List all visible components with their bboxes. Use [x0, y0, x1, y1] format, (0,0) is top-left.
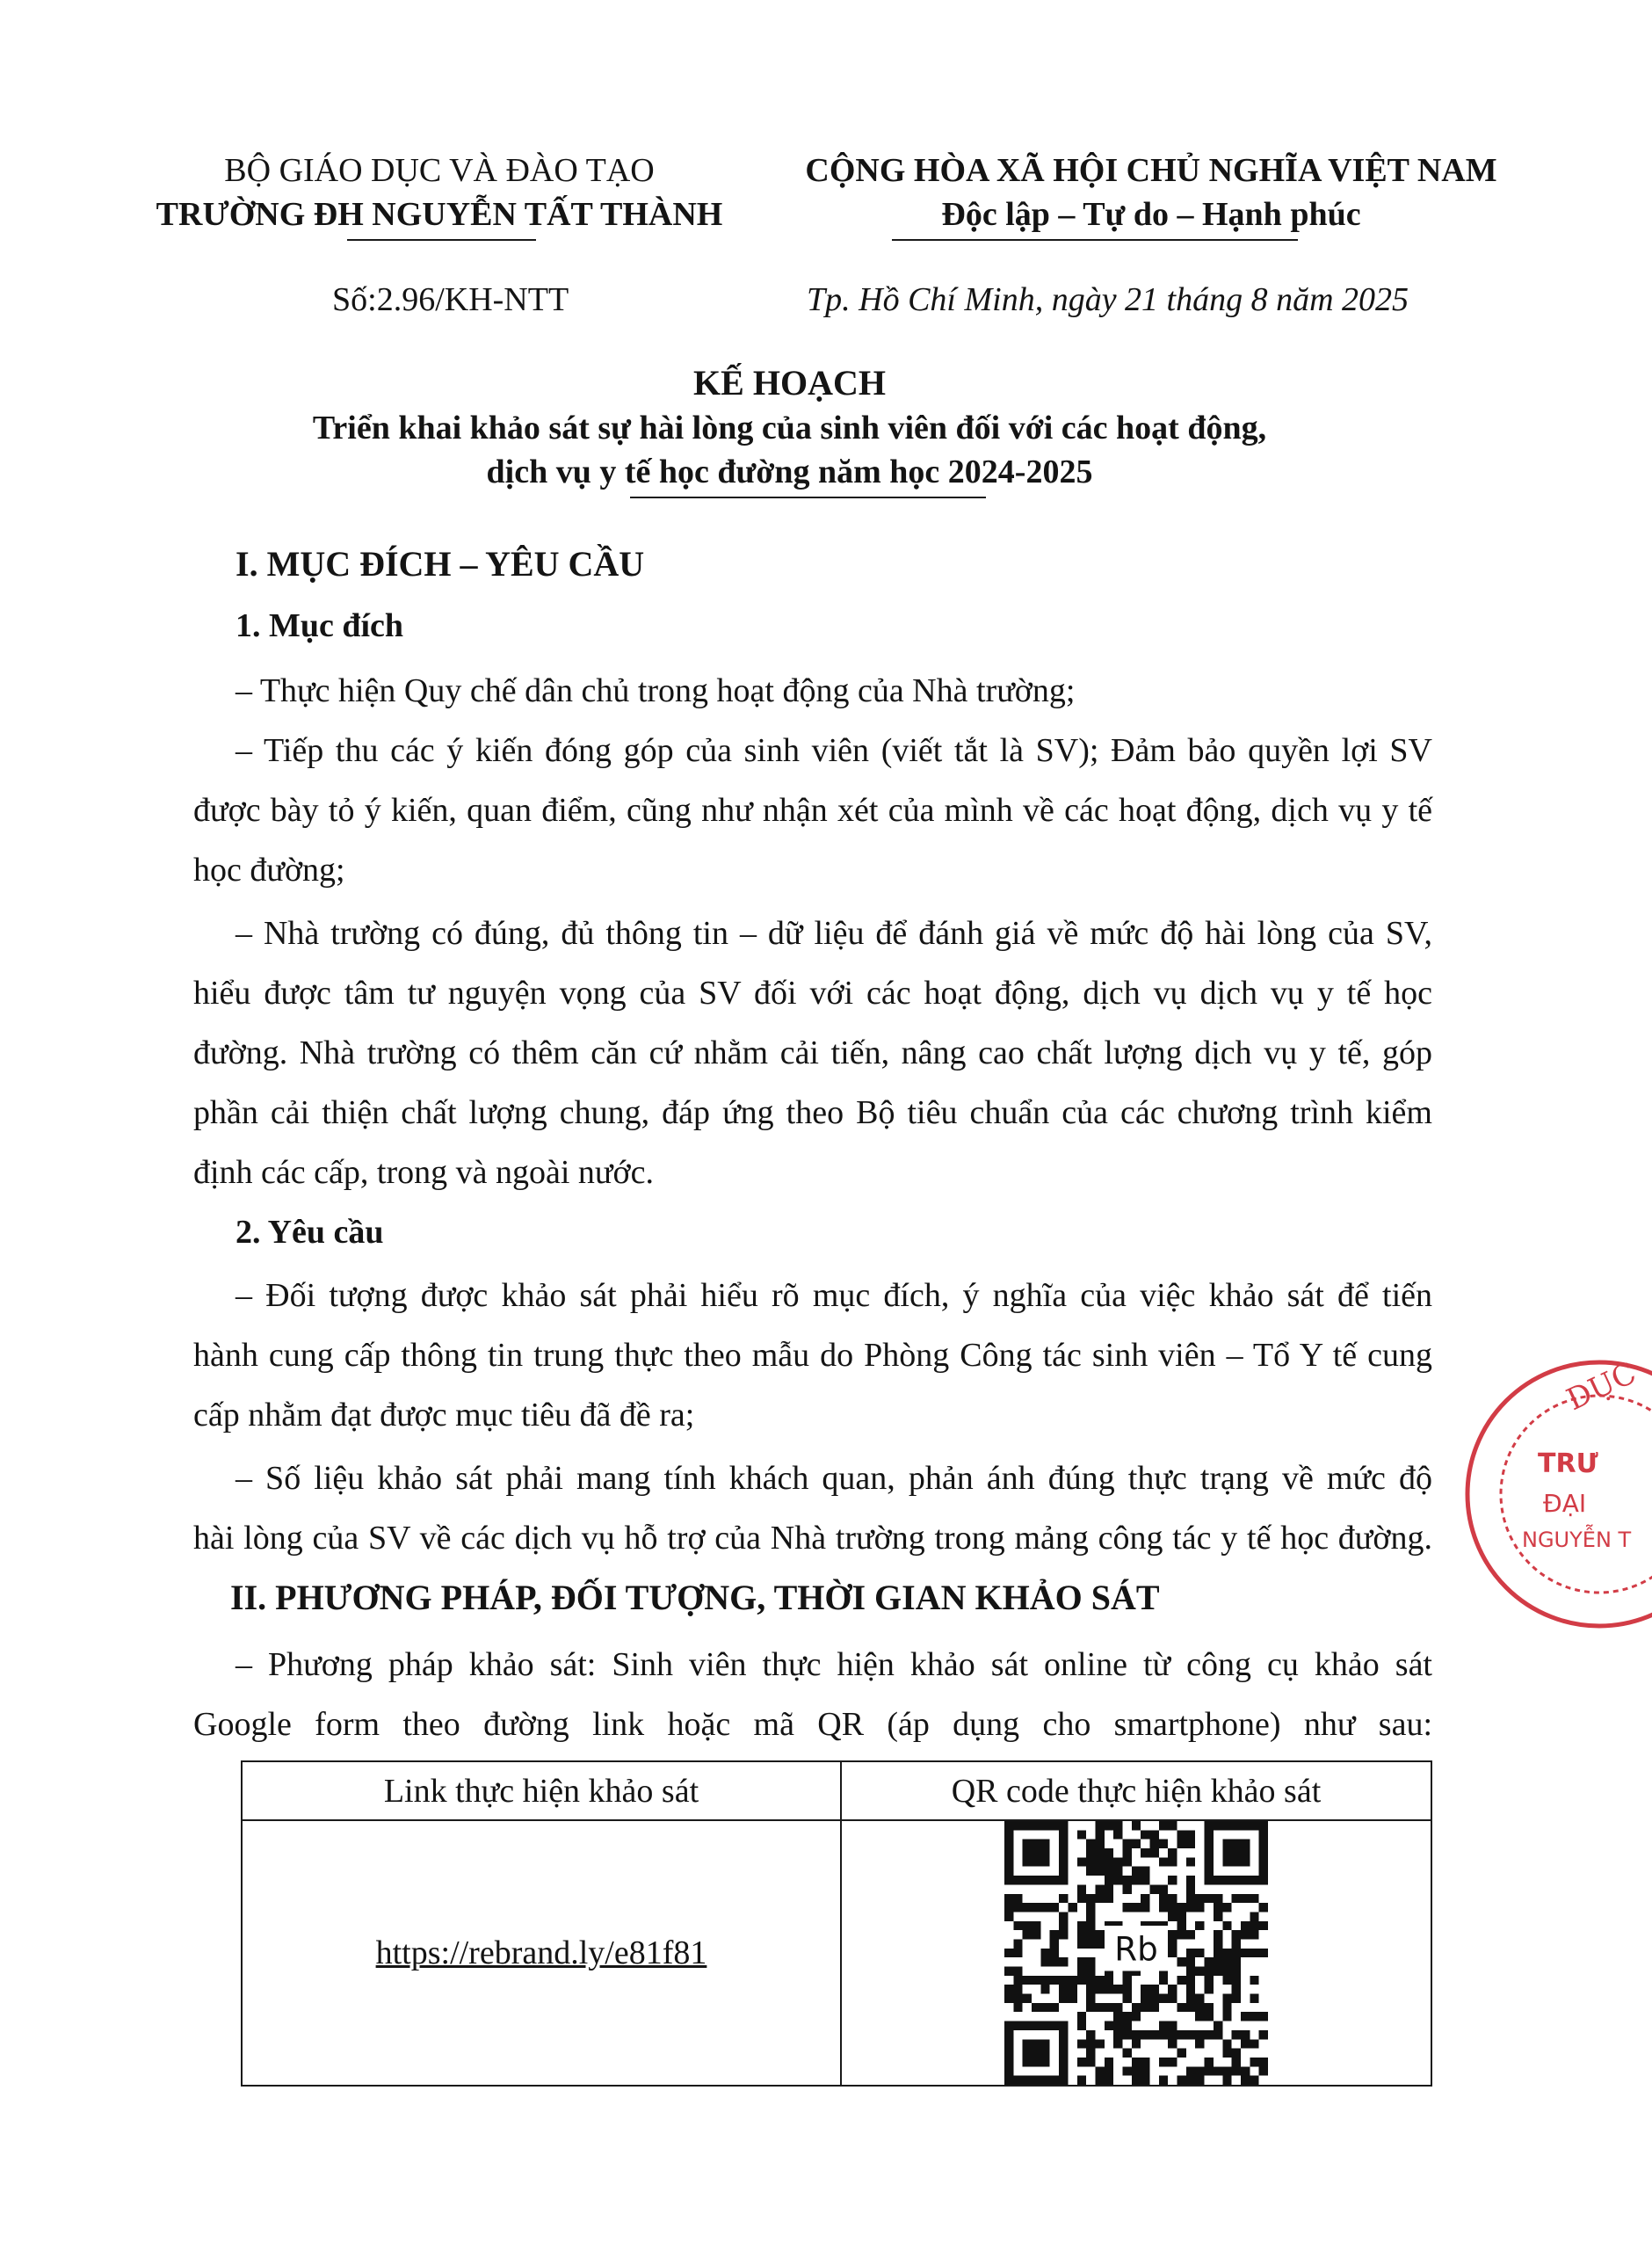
- nation-name: CỘNG HÒA XÃ HỘI CHỦ NGHĨA VIỆT NAM: [805, 152, 1497, 189]
- table-header-row: [242, 1761, 1431, 1820]
- paragraph-line: – Thực hiện Quy chế dân chủ trong hoạt động của Nhà trường;: [235, 672, 1076, 709]
- paragraph-line: được bày tỏ ý kiến, quan điểm, cũng như nhận xét của mình về các hoạt động, dịch vụ y tế: [193, 792, 1432, 829]
- section-1-heading: I. MỤC ĐÍCH – YÊU CẦU: [235, 544, 645, 584]
- paragraph-line: học đường;: [193, 852, 345, 889]
- document-title: KẾ HOẠCH: [693, 363, 886, 403]
- survey-table: [241, 1760, 1432, 2087]
- paragraph-3: [193, 904, 1432, 1202]
- paragraph-4: [193, 1266, 1432, 1445]
- paragraph-1: [235, 661, 1431, 721]
- paragraph-2: [193, 721, 1432, 900]
- survey-link[interactable]: https://rebrand.ly/e81f81: [375, 1934, 707, 1971]
- paragraph-line: phần cải thiện chất lượng chung, đáp ứng theo Bộ tiêu chuẩn của các chương trình kiểm: [193, 1094, 1432, 1131]
- section-1-2-heading: 2. Yêu cầu: [235, 1214, 384, 1251]
- paragraph-line: hiểu được tâm tư nguyện vọng của SV đối với các hoạt động, dịch vụ dịch vụ y tế học: [193, 975, 1432, 1012]
- stamp-text-3: NGUYỄN T: [1522, 1528, 1632, 1552]
- right-header-underline: [892, 239, 1298, 241]
- document-subtitle-line1: Triển khai khảo sát sự hài lòng của sinh viên đối với các hoạt động,: [312, 410, 1267, 446]
- qr-code-icon[interactable]: [1004, 1821, 1268, 2085]
- paragraph-line: hành cung cấp thông tin trung thực theo mẫu do Phòng Công tác sinh viên – Tổ Y tế cung: [193, 1337, 1432, 1374]
- section-1-1-heading: 1. Mục đích: [235, 607, 404, 644]
- paragraph-line: Google form theo đường link hoặc mã QR (áp dụng cho smartphone) như sau:: [193, 1706, 1432, 1743]
- paragraph-6: [193, 1635, 1432, 1754]
- section-2-heading: II. PHƯƠNG PHÁP, ĐỐI TƯỢNG, THỜI GIAN KHẢO SÁT: [230, 1578, 1160, 1617]
- document-subtitle-line2: dịch vụ y tế học đường năm học 2024-2025: [486, 454, 1093, 490]
- stamp-text-1: TRƯ: [1538, 1448, 1598, 1479]
- ministry-name: BỘ GIÁO DỤC VÀ ĐÀO TẠO: [224, 152, 655, 189]
- stamp-text-2: ĐẠI: [1543, 1489, 1587, 1518]
- table-header-qr: QR code thực hiện khảo sát: [841, 1761, 1431, 1820]
- paragraph-line: – Đối tượng được khảo sát phải hiểu rõ mục đích, ý nghĩa của việc khảo sát để tiến: [235, 1277, 1432, 1314]
- survey-link-cell: [242, 1820, 841, 2086]
- paragraph-line: – Nhà trường có đúng, đủ thông tin – dữ liệu để đánh giá về mức độ hài lòng của SV,: [235, 915, 1432, 952]
- stamp-text-top: DỤC: [1561, 1355, 1642, 1419]
- document-date: Tp. Hồ Chí Minh, ngày 21 tháng 8 năm 2025: [807, 281, 1409, 318]
- nation-motto: Độc lập – Tự do – Hạnh phúc: [941, 196, 1361, 233]
- paragraph-line: đường. Nhà trường có thêm căn cứ nhằm cải tiến, nâng cao chất lượng dịch vụ y tế, góp: [193, 1034, 1432, 1071]
- stamp-seal-icon: [1424, 1349, 1652, 1639]
- paragraph-line: hài lòng của SV về các dịch vụ hỗ trợ của Nhà trường trong mảng công tác y tế học đường.: [193, 1520, 1432, 1557]
- paragraph-line: – Số liệu khảo sát phải mang tính khách quan, phản ánh đúng thực trạng về mức độ: [235, 1460, 1432, 1497]
- qr-code-cell: [841, 1820, 1431, 2086]
- paragraph-line: định các cấp, trong và ngoài nước.: [193, 1154, 654, 1191]
- left-header-underline: [347, 239, 536, 241]
- qr-logo-text: Rb: [1114, 1929, 1158, 1969]
- table-row: [242, 1820, 1431, 2086]
- title-underline: [630, 497, 986, 498]
- university-name: TRƯỜNG ĐH NGUYỄN TẤT THÀNH: [156, 196, 723, 233]
- paragraph-line: – Tiếp thu các ý kiến đóng góp của sinh viên (viết tắt là SV); Đảm bảo quyền lợi SV: [235, 732, 1432, 769]
- document-number: Số:2.96/KH-NTT: [332, 281, 569, 318]
- official-stamp: [1424, 1349, 1652, 1639]
- paragraph-line: cấp nhằm đạt được mục tiêu đã đề ra;: [193, 1397, 695, 1433]
- table-header-link: Link thực hiện khảo sát: [242, 1761, 841, 1820]
- paragraph-5: [193, 1448, 1432, 1568]
- paragraph-line: – Phương pháp khảo sát: Sinh viên thực hiện khảo sát online từ công cụ khảo sát: [235, 1646, 1432, 1683]
